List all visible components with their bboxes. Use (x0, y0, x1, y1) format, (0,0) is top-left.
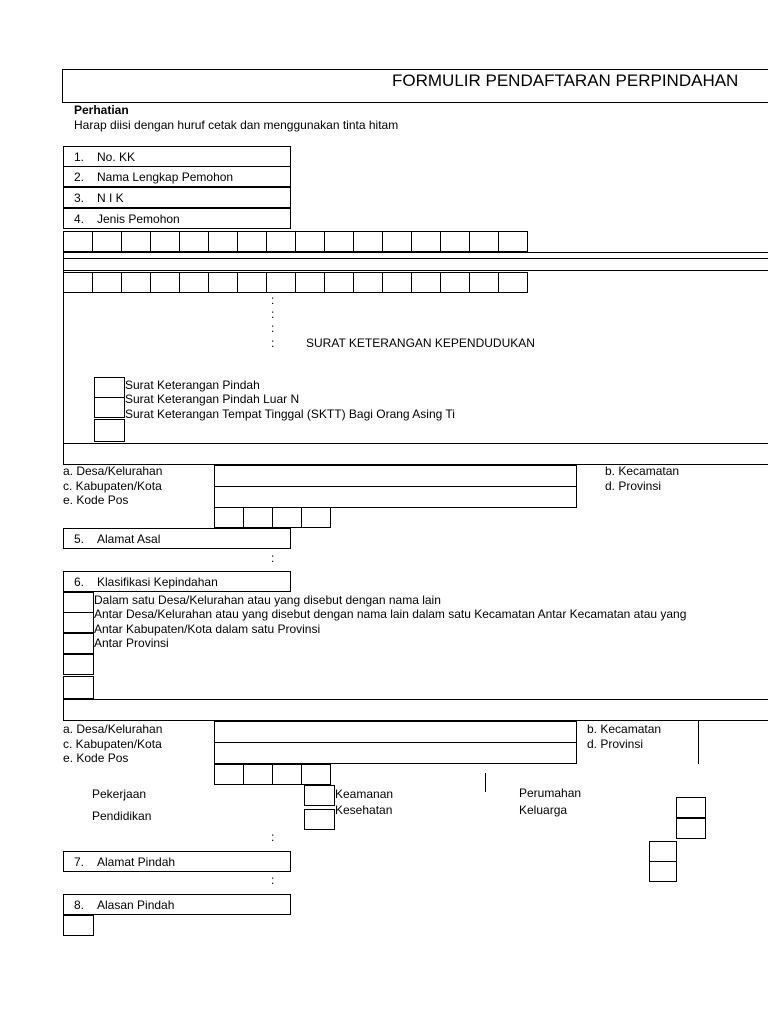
label-kabupaten: c. Kabupaten/Kota (63, 479, 162, 493)
desa-input[interactable] (214, 465, 577, 487)
char-cell[interactable] (440, 231, 470, 252)
field-label: Alamat Pindah (97, 855, 176, 869)
char-cell[interactable] (121, 231, 151, 252)
char-cell[interactable] (243, 507, 273, 528)
desa-input[interactable] (214, 721, 577, 743)
field-nama-pemohon[interactable] (63, 166, 291, 187)
field-num: 5. (74, 532, 85, 546)
char-cell[interactable] (382, 272, 412, 293)
notice-heading: Perhatian (74, 103, 129, 117)
field-nik[interactable] (63, 187, 291, 208)
colon: : (271, 307, 275, 321)
field-alasan-pindah[interactable] (63, 894, 291, 915)
char-cell[interactable] (150, 272, 180, 293)
field-label: Alasan Pindah (97, 898, 175, 912)
char-cell[interactable] (214, 507, 244, 528)
char-cell[interactable] (301, 764, 331, 785)
char-grid-nik[interactable] (63, 272, 528, 293)
kabupaten-input[interactable] (214, 742, 577, 764)
checkbox-klasifikasi-1[interactable] (63, 592, 94, 613)
field-alamat-asal[interactable] (63, 528, 291, 549)
char-cell[interactable] (150, 231, 180, 252)
char-cell[interactable] (92, 231, 122, 252)
char-cell[interactable] (63, 272, 93, 293)
colon: : (271, 873, 275, 887)
label-desa: a. Desa/Kelurahan (63, 722, 163, 736)
checkbox-klasifikasi-2[interactable] (63, 612, 94, 633)
section-left-border (63, 915, 64, 936)
checkbox-sktt[interactable] (94, 419, 125, 442)
char-cell[interactable] (243, 764, 273, 785)
label-provinsi: d. Provinsi (587, 737, 644, 751)
char-cell[interactable] (63, 231, 93, 252)
kodepos-grid[interactable] (214, 507, 331, 528)
char-cell[interactable] (237, 231, 267, 252)
checkbox-lainnya-1[interactable] (649, 841, 677, 862)
kecamatan-right-border (698, 721, 699, 764)
char-cell[interactable] (295, 231, 325, 252)
checkbox-perumahan[interactable] (676, 797, 706, 818)
char-cell[interactable] (266, 272, 296, 293)
field-label: N I K (97, 191, 124, 205)
colon: : (271, 321, 275, 335)
reason-perumahan: Perumahan (519, 786, 582, 800)
char-cell[interactable] (179, 272, 209, 293)
field-label: Klasifikasi Kepindahan (97, 575, 218, 589)
field-no-kk[interactable] (63, 146, 291, 167)
colon: : (271, 830, 275, 844)
section-divider (63, 252, 768, 253)
reason-keamanan: Keamanan (335, 787, 394, 801)
title-divider (62, 102, 768, 103)
reason-keluarga: Keluarga (519, 803, 568, 817)
char-cell[interactable] (469, 231, 499, 252)
field-num: 1. (74, 150, 85, 164)
char-cell[interactable] (440, 272, 470, 293)
label-kecamatan: b. Kecamatan (605, 464, 680, 478)
document-type-label: SURAT KETERANGAN KEPENDUDUKAN (306, 336, 535, 350)
char-cell[interactable] (324, 272, 354, 293)
colon: : (271, 336, 275, 350)
option-sk-pindah: Surat Keterangan Pindah (125, 378, 260, 392)
checkbox-sk-pindah-luar[interactable] (94, 397, 125, 418)
checkbox-kesehatan[interactable] (304, 809, 335, 830)
label-provinsi: d. Provinsi (605, 479, 662, 493)
char-cell[interactable] (411, 272, 441, 293)
char-cell[interactable] (469, 272, 499, 293)
address-band-origin[interactable] (63, 443, 768, 465)
checkbox-lainnya-2[interactable] (649, 861, 677, 882)
field-num: 8. (74, 898, 85, 912)
field-num: 4. (74, 212, 85, 226)
cursor-mark (485, 773, 486, 792)
char-cell[interactable] (208, 272, 238, 293)
char-cell[interactable] (324, 231, 354, 252)
char-cell[interactable] (353, 272, 383, 293)
kodepos-grid[interactable] (214, 764, 331, 785)
checkbox-alasan[interactable] (63, 915, 94, 936)
field-klasifikasi[interactable] (63, 571, 291, 592)
option-klasifikasi-3: Antar Kabupaten/Kota dalam satu Provinsi (94, 622, 321, 636)
option-klasifikasi-2: Antar Desa/Kelurahan atau yang disebut dengan nama lain dalam satu Kecamatan Antar Kecamatan atau yang (94, 607, 687, 621)
label-kecamatan: b. Kecamatan (587, 722, 662, 736)
checkbox-klasifikasi-4[interactable] (63, 654, 94, 675)
checkbox-keamanan[interactable] (304, 785, 335, 806)
name-input-band[interactable] (63, 258, 768, 271)
char-cell[interactable] (301, 507, 331, 528)
char-cell[interactable] (353, 231, 383, 252)
address-band-destination[interactable] (63, 699, 768, 721)
char-cell[interactable] (121, 272, 151, 293)
option-klasifikasi-4: Antar Provinsi (94, 636, 169, 650)
reason-kesehatan: Kesehatan (335, 803, 393, 817)
option-sk-pindah-luar: Surat Keterangan Pindah Luar N (125, 392, 300, 406)
field-alamat-pindah[interactable] (63, 851, 291, 872)
colon: : (271, 293, 275, 307)
field-num: 6. (74, 575, 85, 589)
checkbox-klasifikasi-3[interactable] (63, 633, 94, 654)
char-cell[interactable] (214, 764, 244, 785)
field-num: 3. (74, 191, 85, 205)
field-jenis-pemohon[interactable] (63, 208, 291, 229)
char-cell[interactable] (266, 231, 296, 252)
char-cell[interactable] (498, 272, 528, 293)
field-label: Jenis Pemohon (97, 212, 180, 226)
char-cell[interactable] (237, 272, 267, 293)
char-cell[interactable] (92, 272, 122, 293)
char-cell[interactable] (498, 231, 528, 252)
label-kabupaten: c. Kabupaten/Kota (63, 737, 162, 751)
label-desa: a. Desa/Kelurahan (63, 464, 163, 478)
char-cell[interactable] (272, 507, 302, 528)
checkbox-klasifikasi-5[interactable] (63, 676, 94, 699)
option-klasifikasi-1: Dalam satu Desa/Kelurahan atau yang disebut dengan nama lain (94, 593, 441, 607)
checkbox-keluarga[interactable] (676, 818, 706, 839)
char-cell[interactable] (208, 231, 238, 252)
kabupaten-input[interactable] (214, 486, 577, 508)
section-left-border (63, 252, 64, 465)
colon: : (271, 551, 275, 565)
label-kodepos: e. Kode Pos (63, 493, 129, 507)
char-grid-kk[interactable] (63, 231, 528, 252)
option-sktt: Surat Keterangan Tempat Tinggal (SKTT) Bagi Orang Asing Ti (125, 407, 455, 421)
field-label: No. KK (97, 150, 136, 164)
char-cell[interactable] (272, 764, 302, 785)
field-num: 2. (74, 170, 85, 184)
field-num: 7. (74, 855, 85, 869)
char-cell[interactable] (179, 231, 209, 252)
reason-pendidikan: Pendidikan (92, 809, 152, 823)
reason-pekerjaan: Pekerjaan (92, 787, 147, 801)
char-cell[interactable] (382, 231, 412, 252)
field-label: Nama Lengkap Pemohon (97, 170, 234, 184)
form-title: FORMULIR PENDAFTARAN PERPINDAHAN (392, 71, 739, 90)
label-kodepos: e. Kode Pos (63, 751, 129, 765)
notice-text: Harap diisi dengan huruf cetak dan menggunakan tinta hitam (74, 118, 399, 132)
char-cell[interactable] (411, 231, 441, 252)
char-cell[interactable] (295, 272, 325, 293)
checkbox-sk-pindah[interactable] (94, 377, 125, 398)
field-label: Alamat Asal (97, 532, 161, 546)
